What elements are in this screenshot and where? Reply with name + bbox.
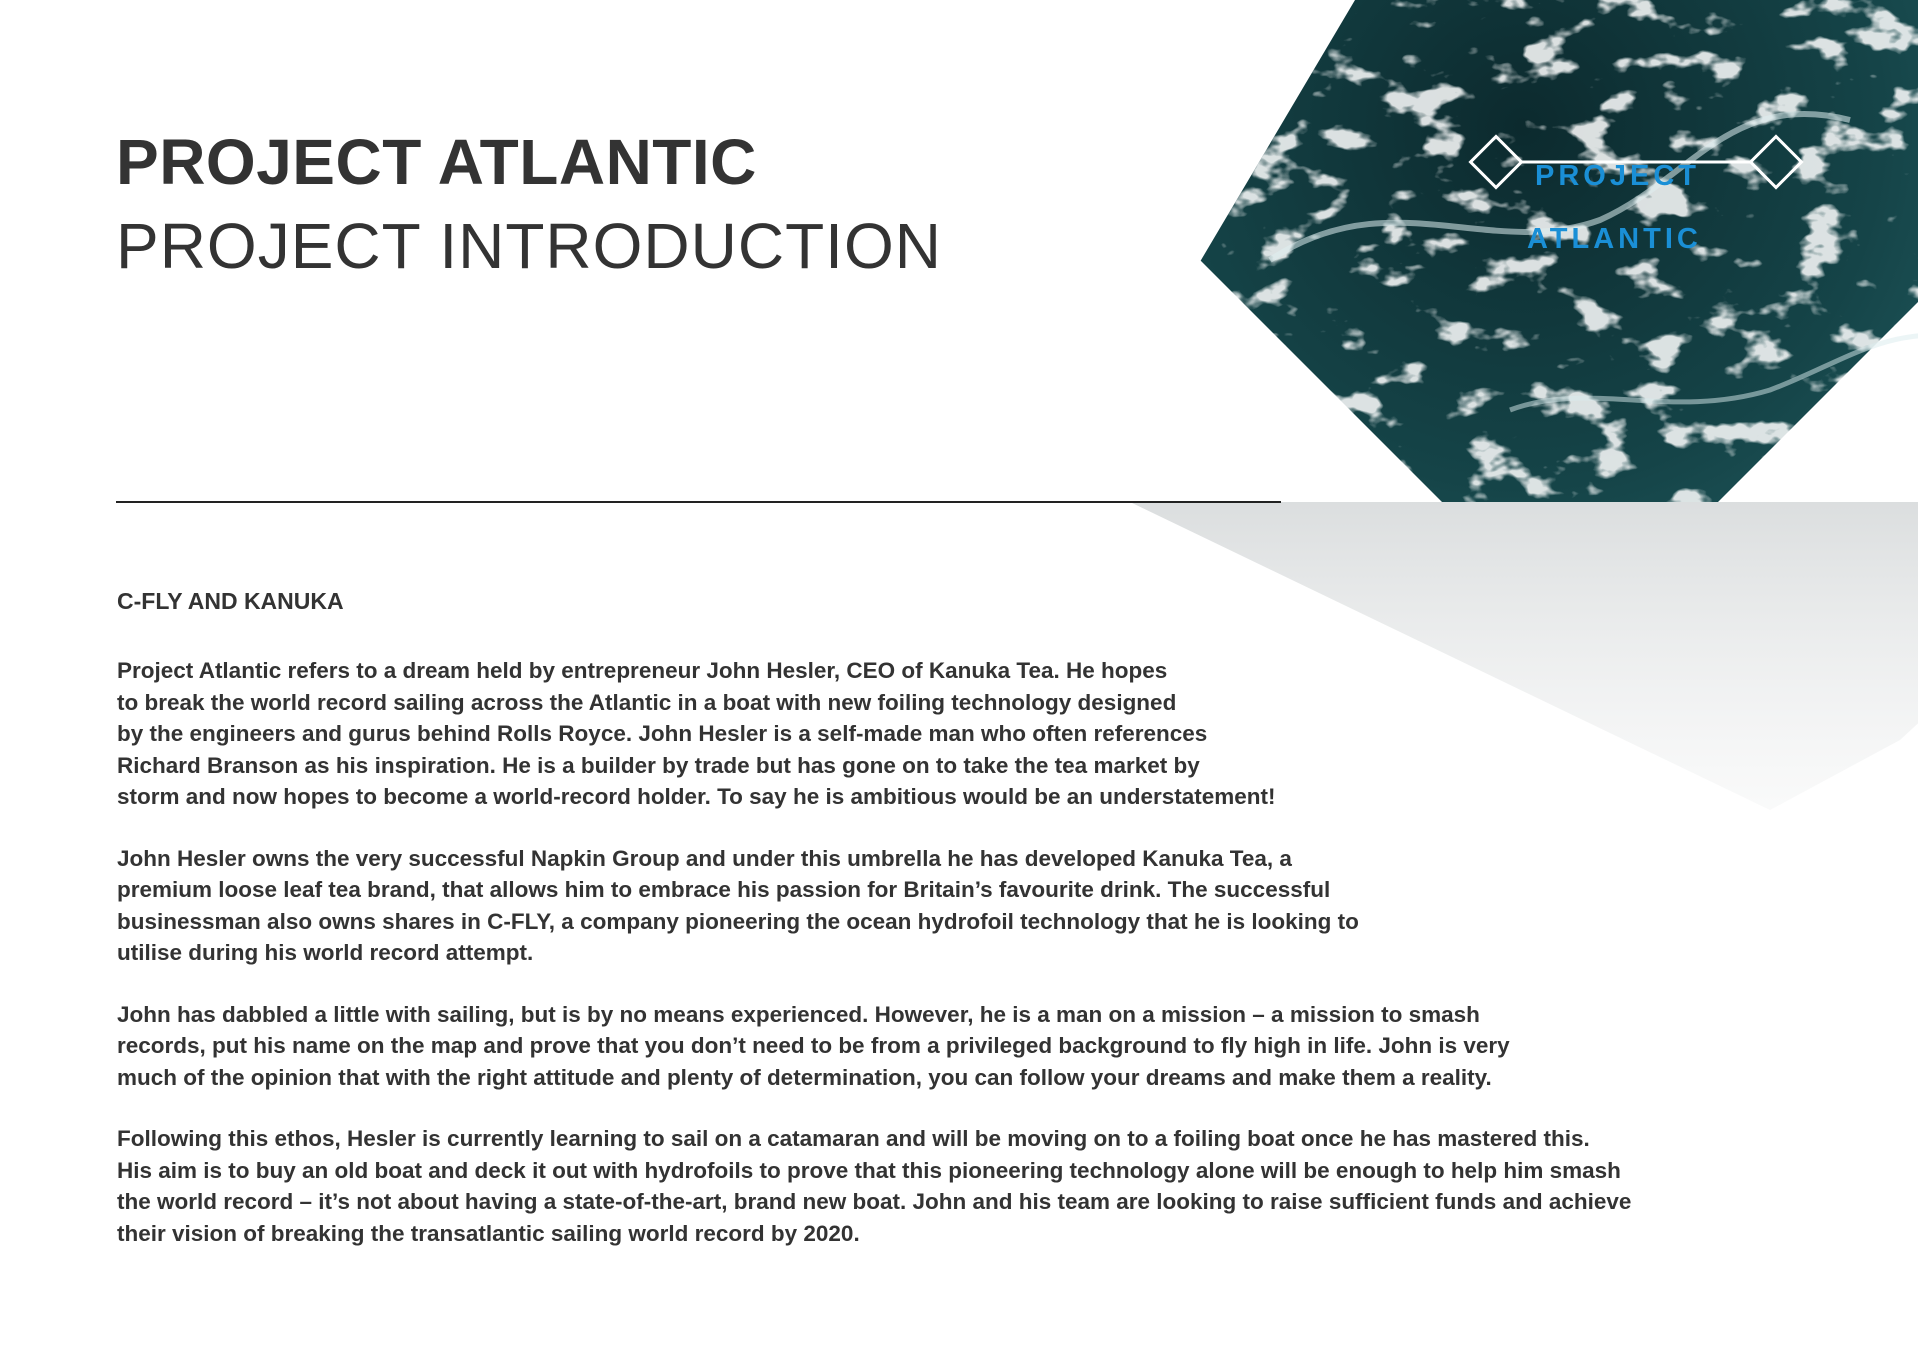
paragraph-line: Richard Branson as his inspiration. He is a builder by trade but has gone on to take the tea market by <box>117 752 1200 778</box>
horizontal-divider <box>116 501 1281 503</box>
paragraph-line: their vision of breaking the transatlantic sailing world record by 2020. <box>117 1220 860 1246</box>
logo-text-atlantic: ATLANTIC <box>1527 223 1702 255</box>
paragraph-line: Project Atlantic refers to a dream held by entrepreneur John Hesler, CEO of Kanuka Tea. He hopes <box>117 658 1168 683</box>
paragraph-line: John Hesler owns the very successful Napkin Group and under this umbrella he has developed Kanuka Tea, a <box>117 845 1292 871</box>
paragraph-line: Following this ethos, Hesler is currently learning to sail on a catamaran and will be moving on to a foiling boat once he has mastered this. <box>117 1126 1590 1151</box>
paragraph-line: storm and now hopes to become a world-record holder. To say he is ambitious would be an understatement! <box>117 784 1276 809</box>
paragraph-line: His aim is to buy an old boat and deck it out with hydrofoils to prove that this pioneering technology alone will be enough to help him smash <box>117 1157 1621 1183</box>
paragraph-line: much of the opinion that with the right attitude and plenty of determination, you can follow your dreams and make them a reality. <box>117 1064 1492 1090</box>
paragraph-ethos <box>117 1123 1837 1249</box>
paragraph-line: utilise during his world record attempt. <box>117 940 534 965</box>
page-title: PROJECT ATLANTIC <box>116 126 757 198</box>
paragraph-line: businessman also owns shares in C-FLY, a company pioneering the ocean hydrofoil technology that he is looking to <box>117 908 1359 934</box>
paragraph-napkin-group <box>117 843 1837 969</box>
paragraph-line: premium loose leaf tea brand, that allows him to embrace his passion for Britain’s favourite drink. The successful <box>117 877 1331 902</box>
paragraph-line: records, put his name on the map and prove that you don’t need to be from a privileged background to fly high in life. John is very <box>117 1033 1510 1058</box>
paragraph-mission <box>117 999 1837 1094</box>
section-heading: C-FLY AND KANUKA <box>117 588 344 614</box>
paragraph-intro <box>117 655 1837 813</box>
body-content <box>117 586 1837 1279</box>
logo-text-project: PROJECT <box>1535 160 1700 192</box>
paragraph-line: by the engineers and gurus behind Rolls Royce. John Hesler is a self-made man who often references <box>117 721 1208 746</box>
paragraph-line: John has dabbled a little with sailing, but is by no means experienced. However, he is a man on a mission – a mission to smash <box>117 1001 1480 1027</box>
paragraph-line: the world record – it’s not about having a state-of-the-art, brand new boat. John and his team are looking to raise sufficient funds and achieve <box>117 1189 1632 1214</box>
page-subtitle: PROJECT INTRODUCTION <box>116 210 942 282</box>
paragraph-line: to break the world record sailing across the Atlantic in a boat with new foiling technology designed <box>117 689 1177 715</box>
